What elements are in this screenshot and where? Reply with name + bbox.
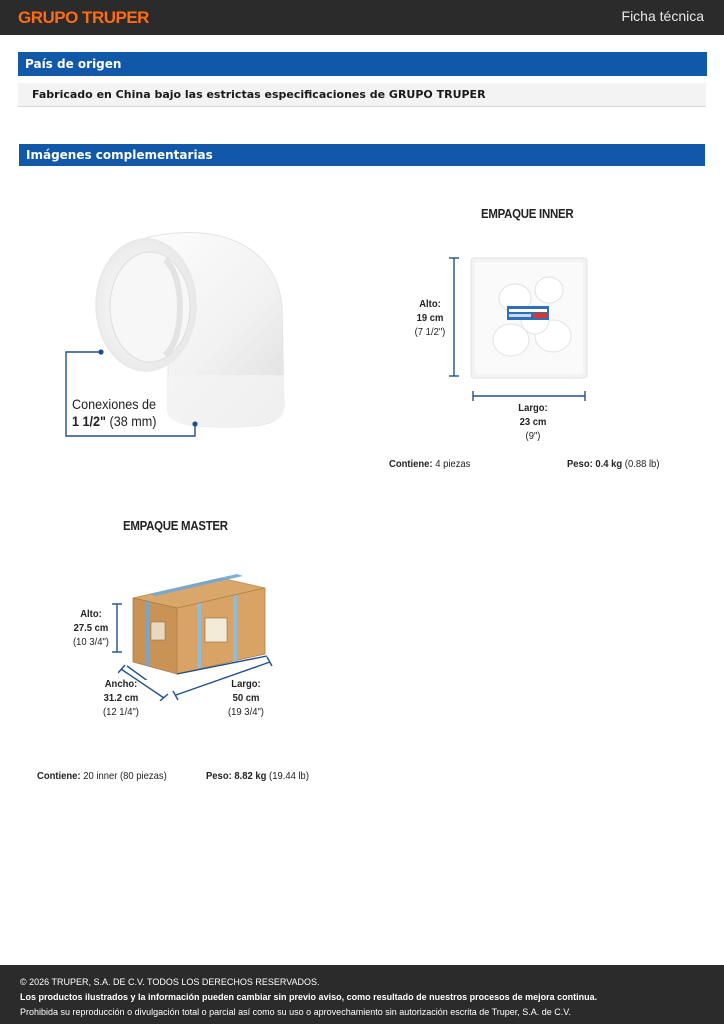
master-peso-kg: 8.82 kg: [234, 770, 267, 782]
master-largo-cm: 50 cm: [232, 692, 260, 704]
inner-peso-label: Peso:: [567, 458, 593, 470]
master-alto-cm: 27.5 cm: [73, 622, 109, 634]
master-largo-in: (19 3/4"): [228, 706, 264, 718]
inner-peso-lb: (0.88 lb): [624, 458, 660, 470]
inner-largo-cm: 23 cm: [519, 416, 547, 428]
master-contiene-label: Contiene:: [37, 770, 81, 782]
inner-contiene-label: Contiene:: [389, 458, 433, 470]
master-peso-label: Peso:: [206, 770, 232, 782]
master-largo-label: Largo:: [231, 678, 261, 690]
master-largo-dimension: [224, 677, 269, 719]
brand-logo: GRUPO TRUPER: [18, 8, 149, 27]
footer-copyright: © 2026 TRUPER, S.A. DE C.V. TODOS LOS DERECHOS RESERVADOS.: [20, 977, 320, 987]
master-peso-lb: (19.44 lb): [269, 770, 309, 782]
master-ancho-in: (12 1/4"): [103, 706, 139, 718]
origin-section-header: País de origen: [18, 52, 707, 76]
inner-package-title: EMPAQUE INNER: [481, 206, 574, 221]
product-label-mm: (38 mm): [109, 413, 157, 429]
inner-alto-cm: 19 cm: [416, 312, 444, 324]
top-bar: [0, 0, 724, 35]
footer: [0, 965, 724, 1024]
images-section-header: Imágenes complementarias: [19, 144, 705, 166]
inner-largo-dimension: [511, 401, 556, 443]
footer-prohibition: Prohibida su reproducción o divulgación total o parcial así como su uso o aprovechamiento sin autorización escrita de Truper, S.A. de C.V.: [20, 1007, 571, 1017]
inner-contiene-value: 4 piezas: [435, 458, 471, 470]
inner-weight: [567, 458, 659, 470]
inner-peso-kg: 0.4 kg: [595, 458, 623, 470]
master-ancho-dimension: [99, 677, 144, 719]
master-package-title: EMPAQUE MASTER: [123, 518, 228, 533]
master-alto-label: Alto:: [80, 608, 102, 620]
footer-notice: Los productos ilustrados y la información pueden cambiar sin previo aviso, como resultado de nuestros procesos de mejora continua.: [20, 992, 598, 1002]
origin-text: Fabricado en China bajo las estrictas especificaciones de GRUPO TRUPER: [18, 83, 706, 107]
master-alto-in: (10 3/4"): [73, 636, 109, 648]
master-ancho-cm: 31.2 cm: [103, 692, 139, 704]
doc-type-label: Ficha técnica: [621, 8, 704, 24]
product-size-label: [72, 396, 156, 430]
inner-alto-dimension: [412, 297, 448, 339]
master-contiene-value: 20 inner (80 piezas): [83, 770, 167, 782]
inner-largo-label: Largo:: [518, 402, 548, 414]
master-contents: [37, 770, 167, 782]
master-ancho-label: Ancho:: [104, 678, 138, 690]
master-weight: [206, 770, 309, 782]
product-label-line1: Conexiones de: [72, 396, 157, 412]
inner-alto-in: (7 1/2"): [414, 326, 446, 338]
inner-contents: [389, 458, 470, 470]
master-alto-dimension: [69, 607, 114, 649]
inner-alto-label: Alto:: [419, 298, 441, 310]
product-label-size: 1 1/2": [72, 413, 107, 429]
inner-package-image: [445, 250, 595, 405]
inner-largo-in: (9"): [525, 430, 541, 442]
